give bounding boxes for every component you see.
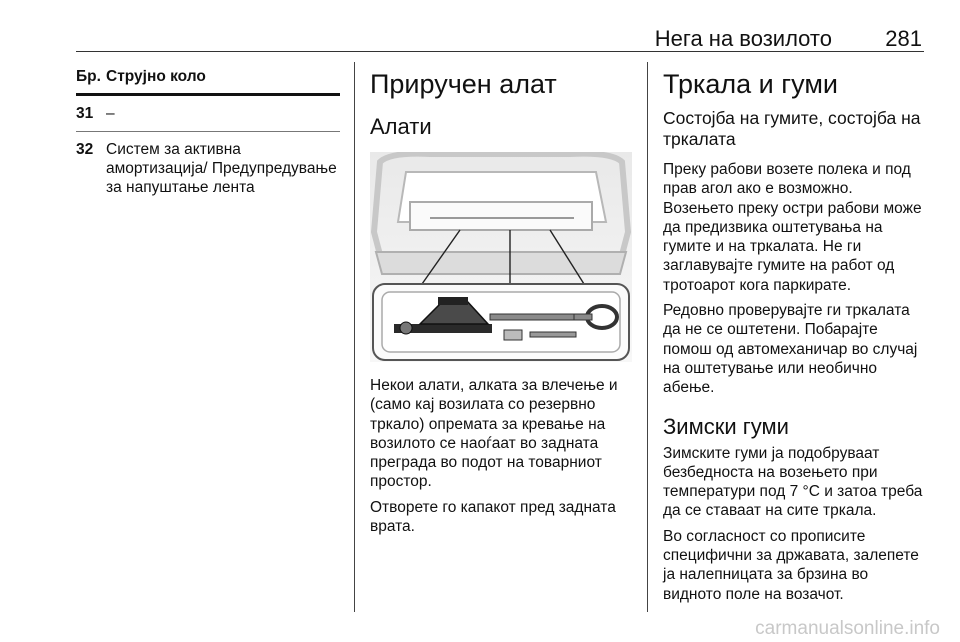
header-circuit: Струјно коло [106, 68, 206, 85]
page-number: 281 [885, 26, 922, 51]
tools-paragraph: Отворете го капакот пред задната врата. [370, 498, 616, 536]
tyres-paragraph: Редовно проверувајте ги тркалата да не се оштетени. Побарајте помош од автомеханичар во случај на оштетување или необично абење. [663, 302, 918, 397]
tools-title: Приручен алат [370, 69, 557, 99]
row-number: 32 [76, 141, 94, 158]
tyres-section [663, 62, 927, 604]
column-divider-1 [354, 62, 355, 612]
tools-paragraph: Некои алати, алката за влечење и (само кај возилата со резервно тркало) опремата за кревање на возилото се наоѓаат во задната преграда во подот на товарниот простор. [370, 377, 618, 491]
page-header [76, 22, 924, 52]
winter-paragraph: Зимските гуми ја подобруваат безбедноста на возењето при температури под 7 °C и затоа треба да се ставаат на сите тркала. [663, 444, 923, 520]
table-row [76, 96, 340, 123]
header-rule [76, 51, 924, 52]
column-divider-2 [647, 62, 648, 612]
table-row [76, 132, 340, 197]
row-number: 31 [76, 105, 94, 122]
fuse-table [76, 62, 340, 197]
tyres-title: Тркала и гуми [663, 69, 838, 99]
trunk-tools-drawing [370, 152, 632, 362]
header-title: Нега на возилото [654, 26, 832, 51]
table-header [76, 62, 340, 92]
row-text: – [106, 105, 115, 122]
row-text: Систем за активна амортизација/ Предупредување за напуштање лента [106, 141, 337, 196]
tools-illustration [370, 152, 632, 362]
header-number: Бр. [76, 68, 101, 85]
tyres-subtitle: Состојба на гумите, состојба на тркалата [663, 108, 921, 149]
tools-section [370, 62, 632, 536]
tools-subtitle: Алати [370, 114, 432, 139]
tyres-paragraph: Преку рабови возете полека и под прав агол ако е возможно. Возењето преку остри рабови може да предизвика оштетувања на гумите и на тркалата. Не ги заглавувајте гумите на работ од тротоарот кога паркирате. [663, 161, 922, 294]
watermark: carmanualsonline.info [755, 618, 940, 639]
winter-paragraph: Во согласност со прописите специфични за државата, залепете ја налепницата за брзина во видното поле на возачот. [663, 527, 919, 603]
winter-title: Зимски гуми [663, 413, 789, 439]
